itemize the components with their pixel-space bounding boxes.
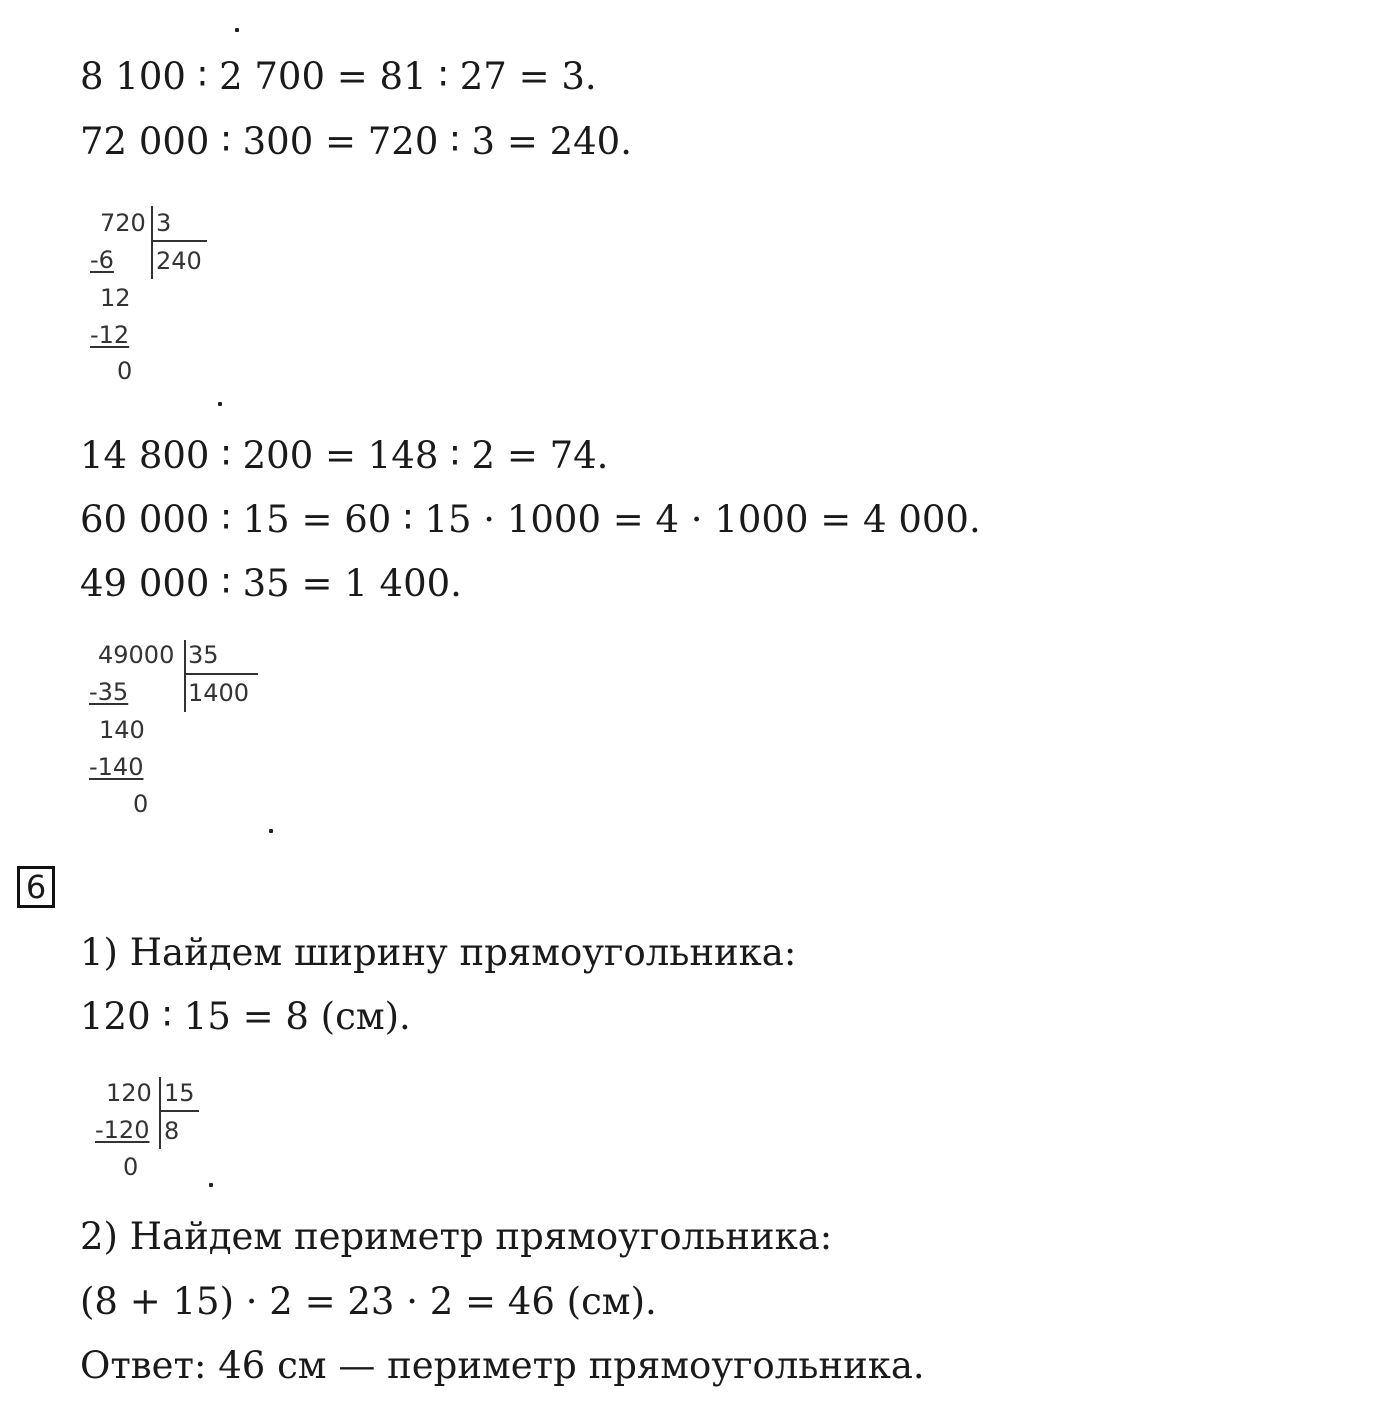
- equation-2: 72 000 ∶ 300 = 720 ∶ 3 = 240.: [80, 120, 632, 163]
- period-dot: [218, 402, 222, 406]
- equation-4: 60 000 ∶ 15 = 60 ∶ 15 · 1000 = 4 · 1000 = 4 000.: [80, 498, 981, 541]
- final-remainder: 0: [117, 357, 133, 385]
- division-bracket-horizontal: [184, 673, 258, 675]
- dividend: 120: [106, 1079, 152, 1107]
- quotient: 1400: [188, 679, 250, 707]
- remainder-step: 140: [99, 716, 145, 744]
- quotient: 240: [156, 247, 202, 275]
- subtraction-step: -140: [89, 753, 144, 781]
- division-bracket-vertical: [151, 206, 153, 279]
- remainder-step: 12: [100, 284, 131, 312]
- division-bracket-horizontal: [151, 240, 207, 242]
- period-dot: [209, 1183, 213, 1187]
- task-number-box: 6: [17, 866, 55, 908]
- task-step-1: 1) Найдем ширину прямоугольника:: [80, 931, 797, 974]
- division-bracket-vertical: [184, 640, 186, 712]
- divisor: 15: [164, 1079, 195, 1107]
- divisor: 3: [156, 209, 172, 237]
- equation-1: 8 100 ∶ 2 700 = 81 ∶ 27 = 3.: [80, 55, 597, 98]
- subtraction-step: -120: [95, 1116, 150, 1144]
- subtraction-step: -35: [89, 678, 129, 706]
- equation-3: 14 800 ∶ 200 = 148 ∶ 2 = 74.: [80, 434, 609, 477]
- dividend: 720: [100, 209, 146, 237]
- dividend: 49000: [98, 641, 175, 669]
- division-bracket-vertical: [159, 1077, 161, 1149]
- subtraction-step: -6: [90, 246, 114, 274]
- subtraction-step: -12: [90, 321, 130, 349]
- final-remainder: 0: [133, 790, 149, 818]
- period-dot: [269, 829, 273, 833]
- final-remainder: 0: [123, 1153, 139, 1181]
- stray-dot: [235, 28, 239, 32]
- equation-6: 120 ∶ 15 = 8 (см).: [80, 995, 411, 1038]
- answer: Ответ: 46 см — периметр прямоугольника.: [80, 1344, 925, 1387]
- quotient: 8: [164, 1117, 180, 1145]
- equation-7: (8 + 15) · 2 = 23 · 2 = 46 (см).: [80, 1280, 657, 1323]
- equation-5: 49 000 ∶ 35 = 1 400.: [80, 562, 462, 605]
- task-step-2: 2) Найдем периметр прямоугольника:: [80, 1215, 833, 1258]
- division-bracket-horizontal: [159, 1110, 199, 1112]
- divisor: 35: [188, 641, 219, 669]
